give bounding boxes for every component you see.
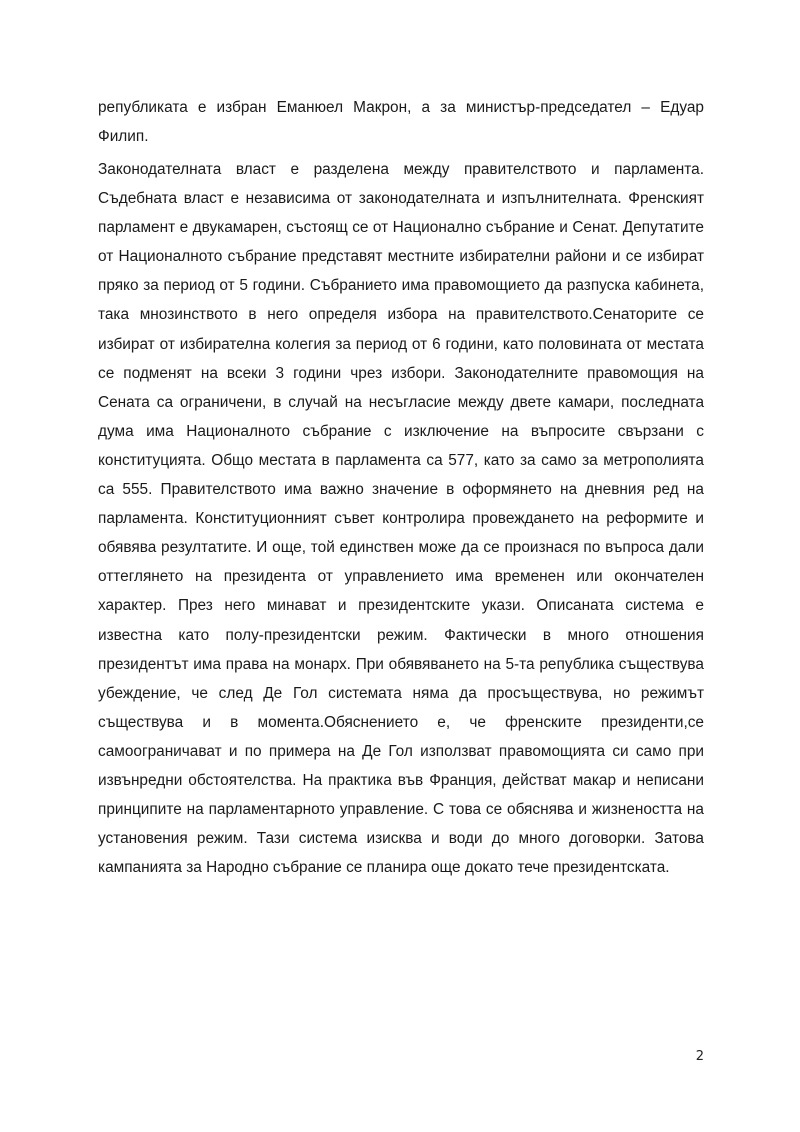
paragraph-government-structure: Законодателната власт е разделена между правителството и парламента. Съдебната власт е независима от законодателната и изпълнителната. Френският парламент е двукамарен, състоящ се от Национално събрание и Сенат. Депутатите от Националното събрание представят местните избирателни райони и се избират пряко за период от 5 години. Събранието има правомощието да разпуска кабинета, така мнозинството в него определя избора на правителството.Сенаторите се избират от избирателна колегия за период от 6 години, като половината от местата се подменят на всеки 3 години чрез избори. Законодателните правомощия на Сената са ограничени, в случай на несъгласие между двете камари, последната дума има Националното събрание с изключение на въпросите свързани с конституцията. Общо местата в парламента са 577, като за само за метрополията са 555. Правителството има важно значение в оформянето на дневния ред на парламента. Конституционният съвет контролира провеждането на реформите и обявява резултатите. И още, той единствен може да се произнася по въпроса дали оттеглянето на президента от управлението има временен или окончателен характер. През него минават и президентските укази. Описаната система е известна като полу-президентски режим. Фактически в много отношения президентът има права на монарх. При обявяването на 5-та република съществува убеждение, че след Де Гол системата няма да просъществува, но режимът съществува и в момента.Обяснението е, че френските президенти,се самоограничават и по примера на Де Гол използват правомощията си само при извънредни обстоятелства. На практика във Франция, действат макар и неписани принципите на парламентарното управление. С това се обяснява и жизнеността на установения режим. Тази система изисква и води до много договорки. Затова кампанията за Народно събрание се планира още докато тече президентската. [98,161,704,877]
paragraph-intro: републиката е избран Еманюел Макрон, а за министър-председател – Едуар Филип. [98,99,704,146]
page-number: 2 [695,1049,704,1064]
